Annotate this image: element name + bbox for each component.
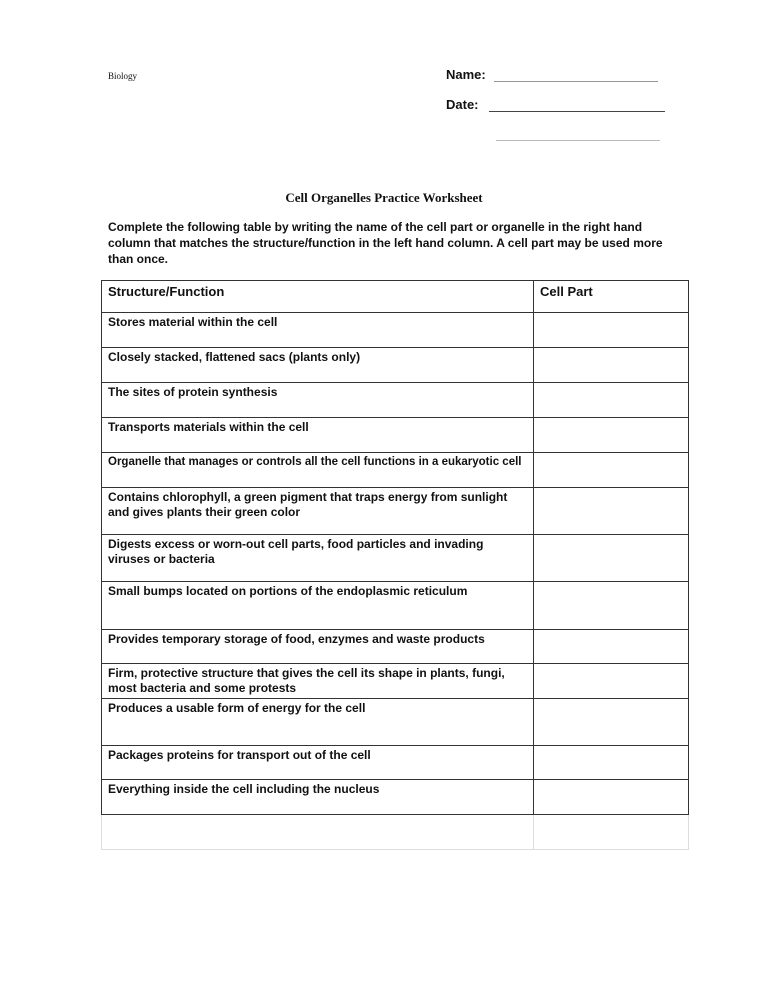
- table-row: [102, 348, 689, 383]
- date-label: Date:: [446, 97, 479, 112]
- answer-cell[interactable]: [534, 582, 689, 630]
- date-blank[interactable]: [489, 99, 665, 112]
- answer-cell[interactable]: [534, 780, 689, 815]
- organelle-table: [101, 280, 689, 850]
- table-row: [102, 699, 689, 746]
- function-cell: Transports materials within the cell: [102, 418, 534, 453]
- function-cell: Stores material within the cell: [102, 313, 534, 348]
- function-cell: Small bumps located on portions of the endoplasmic reticulum: [102, 582, 534, 630]
- table-row: [102, 746, 689, 780]
- answer-cell[interactable]: [534, 630, 689, 664]
- date-field: [446, 97, 665, 112]
- answer-cell[interactable]: [534, 453, 689, 488]
- function-cell: Closely stacked, flattened sacs (plants only): [102, 348, 534, 383]
- table-row: [102, 630, 689, 664]
- header-structure-function: Structure/Function: [102, 281, 534, 313]
- table-row: [102, 488, 689, 535]
- table-row: [102, 535, 689, 582]
- table-row: [102, 313, 689, 348]
- empty-answer-cell[interactable]: [534, 815, 689, 850]
- function-cell: Produces a usable form of energy for the cell: [102, 699, 534, 746]
- function-cell: Digests excess or worn-out cell parts, food particles and invading viruses or bacteria: [102, 535, 534, 582]
- table-row-empty: [102, 815, 689, 850]
- table-row: [102, 780, 689, 815]
- function-cell: Packages proteins for transport out of the cell: [102, 746, 534, 780]
- answer-cell[interactable]: [534, 699, 689, 746]
- function-cell: Firm, protective structure that gives the cell its shape in plants, fungi, most bacteria and some protests: [102, 664, 534, 699]
- answer-cell[interactable]: [534, 488, 689, 535]
- answer-cell[interactable]: [534, 418, 689, 453]
- answer-cell[interactable]: [534, 383, 689, 418]
- name-field: [446, 67, 658, 82]
- name-blank[interactable]: [494, 69, 658, 82]
- header-cell-part: Cell Part: [534, 281, 689, 313]
- page-title: Cell Organelles Practice Worksheet: [285, 190, 483, 205]
- subject-label: Biology: [108, 71, 138, 81]
- name-label: Name:: [446, 67, 486, 82]
- function-cell: Everything inside the cell including the nucleus: [102, 780, 534, 815]
- answer-cell[interactable]: [534, 746, 689, 780]
- answer-cell[interactable]: [534, 348, 689, 383]
- function-cell: Contains chlorophyll, a green pigment that traps energy from sunlight and gives plants their green color: [102, 488, 534, 535]
- table-header-row: [102, 281, 689, 313]
- table-row: [102, 664, 689, 699]
- table-row: [102, 383, 689, 418]
- answer-cell[interactable]: [534, 535, 689, 582]
- function-cell: Provides temporary storage of food, enzymes and waste products: [102, 630, 534, 664]
- answer-cell[interactable]: [534, 664, 689, 699]
- table-row: [102, 453, 689, 488]
- answer-cell[interactable]: [534, 313, 689, 348]
- function-cell: The sites of protein synthesis: [102, 383, 534, 418]
- empty-function-cell: [102, 815, 534, 850]
- table-row: [102, 582, 689, 630]
- instructions: Complete the following table by writing the name of the cell part or organelle in the right hand column that matches the structure/function in the left hand column. A cell part may be used more than once.: [108, 220, 663, 266]
- function-cell: Organelle that manages or controls all the cell functions in a eukaryotic cell: [102, 453, 534, 488]
- extra-blank-line: [496, 140, 660, 141]
- table-row: [102, 418, 689, 453]
